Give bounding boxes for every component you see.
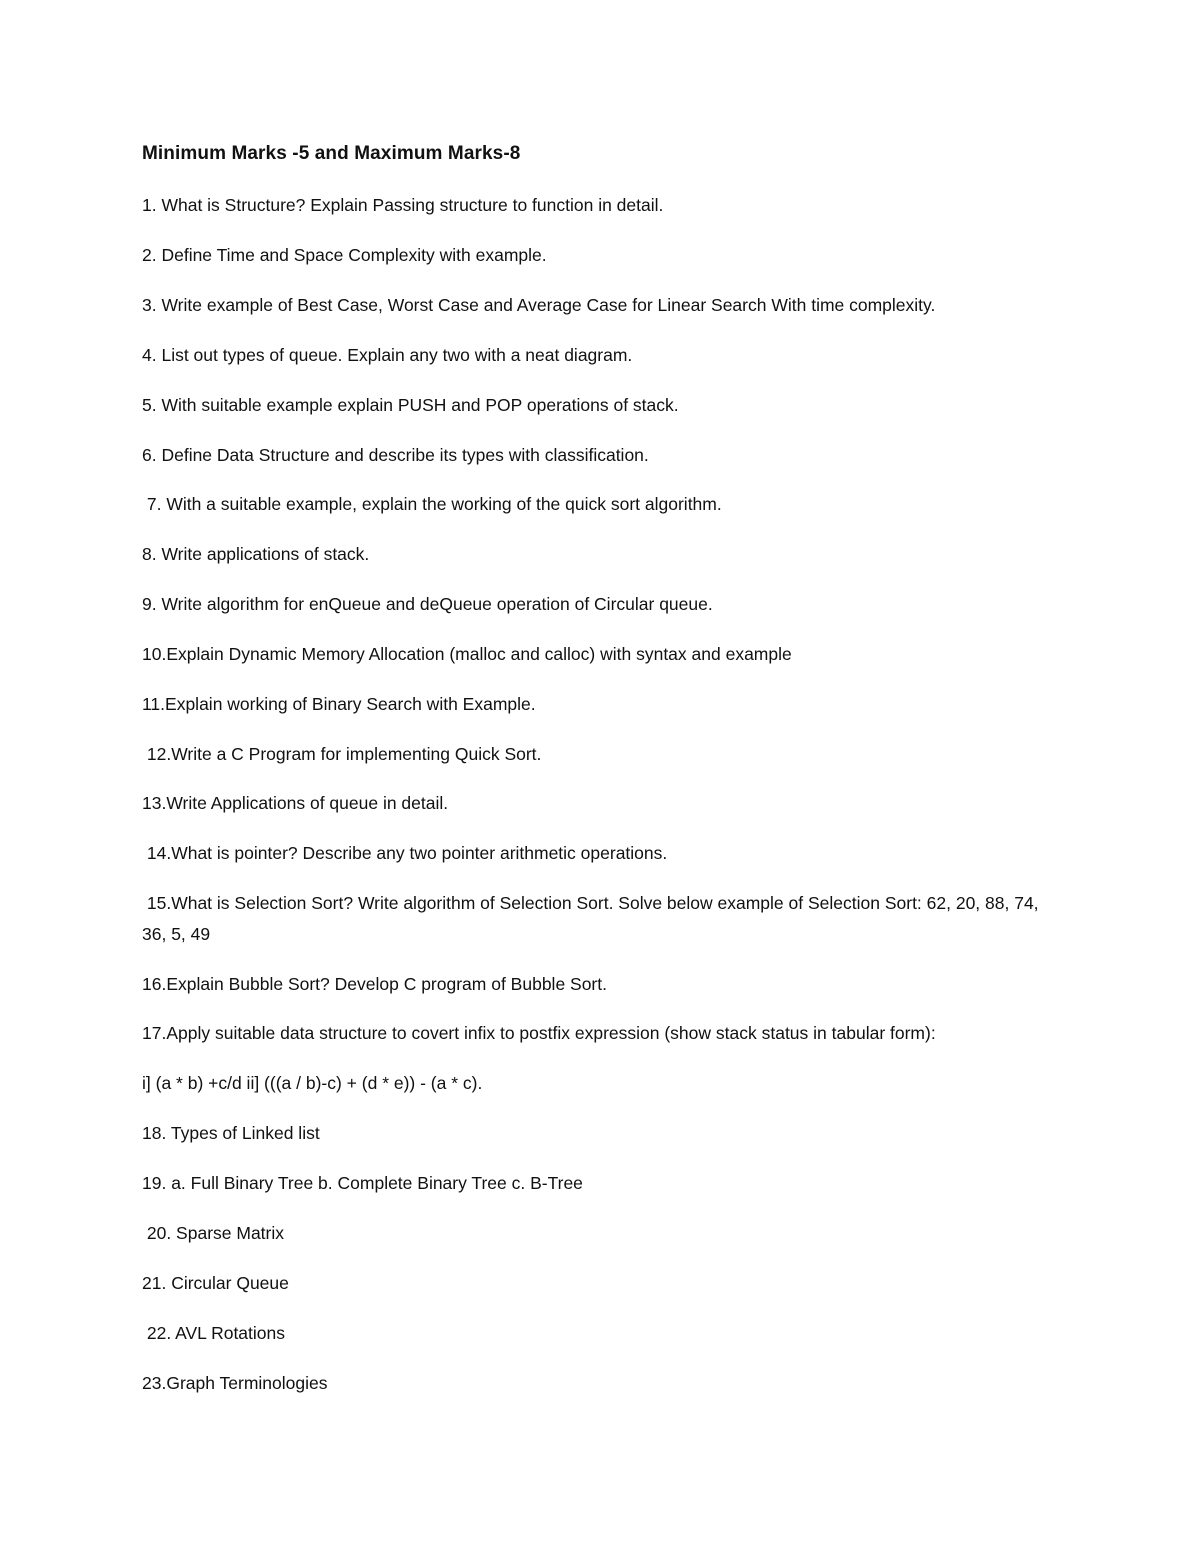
document-heading: Minimum Marks -5 and Maximum Marks-8 xyxy=(142,143,521,164)
question-7: 7. With a suitable example, explain the working of the quick sort algorithm. xyxy=(142,494,722,514)
question-4: 4. List out types of queue. Explain any two with a neat diagram. xyxy=(142,345,633,365)
question-6: 6. Define Data Structure and describe its types with classification. xyxy=(142,445,649,465)
question-14: 14.What is pointer? Describe any two pointer arithmetic operations. xyxy=(142,843,668,863)
question-18: 18. Types of Linked list xyxy=(142,1123,320,1143)
question-13: 13.Write Applications of queue in detail. xyxy=(142,793,449,813)
question-10: 10.Explain Dynamic Memory Allocation (malloc and calloc) with syntax and example xyxy=(142,644,792,664)
question-15: 15.What is Selection Sort? Write algorithm of Selection Sort. Solve below example of Selection Sort: 62, 20, 88, 74, 36, 5, 49 xyxy=(142,893,1044,944)
question-8: 8. Write applications of stack. xyxy=(142,544,370,564)
question-12: 12.Write a C Program for implementing Quick Sort. xyxy=(142,744,542,764)
question-16: 16.Explain Bubble Sort? Develop C program of Bubble Sort. xyxy=(142,974,607,994)
question-1: 1. What is Structure? Explain Passing structure to function in detail. xyxy=(142,195,664,215)
question-3: 3. Write example of Best Case, Worst Case and Average Case for Linear Search With time complexity. xyxy=(142,295,936,315)
question-17-expressions: i] (a * b) +c/d ii] (((a / b)-c) + (d * e)) - (a * c). xyxy=(142,1073,483,1093)
question-11: 11.Explain working of Binary Search with Example. xyxy=(142,694,536,714)
question-21: 21. Circular Queue xyxy=(142,1273,289,1293)
question-2: 2. Define Time and Space Complexity with example. xyxy=(142,245,547,265)
question-22: 22. AVL Rotations xyxy=(142,1323,286,1343)
question-19: 19. a. Full Binary Tree b. Complete Binary Tree c. B-Tree xyxy=(142,1173,583,1193)
question-20: 20. Sparse Matrix xyxy=(142,1223,284,1243)
question-17: 17.Apply suitable data structure to covert infix to postfix expression (show stack status in tabular form): xyxy=(142,1023,936,1043)
question-23: 23.Graph Terminologies xyxy=(142,1373,328,1393)
question-9: 9. Write algorithm for enQueue and deQueue operation of Circular queue. xyxy=(142,594,713,614)
question-5: 5. With suitable example explain PUSH and POP operations of stack. xyxy=(142,395,679,415)
